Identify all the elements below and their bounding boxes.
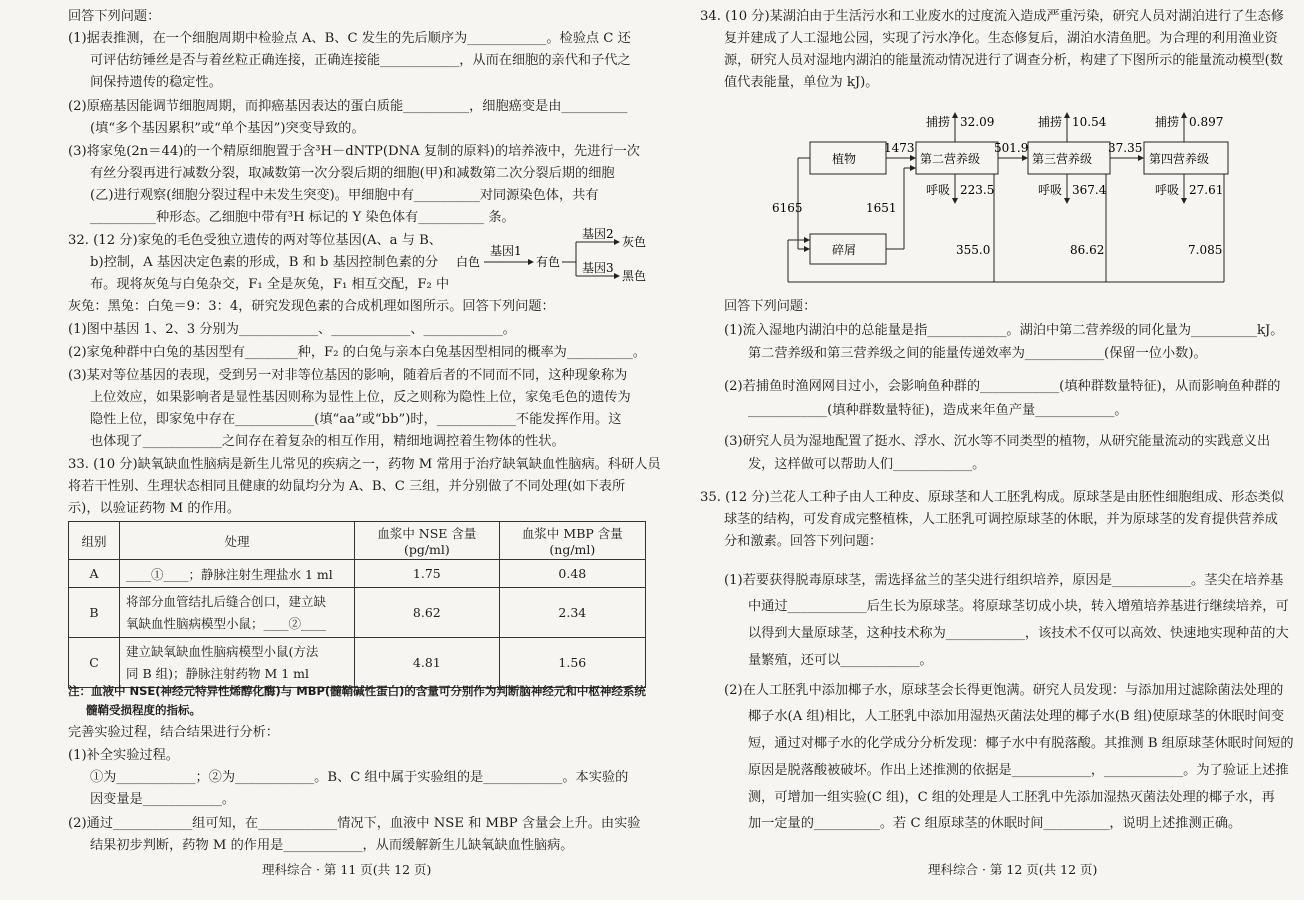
gene-start-label: 白色 (456, 255, 481, 269)
resp-value-4: 27.61 (1189, 183, 1224, 197)
left-text-line: 将若干性别、生理状态相同且健康的幼鼠均分为 A、B、C 三组，并分别做了不同处理(如下表所 (68, 479, 626, 494)
right-text-line: 椰子水(A 组)相比，人工胚乳中添加用湿热灭菌法处理的椰子水(B 组)使原球茎的休眠时间变 (748, 709, 1285, 724)
treatment-cell (120, 638, 355, 688)
left-text-line: (3)将家兔(2n＝44)的一个精原细胞置于含³H－dNTP(DNA 复制的原料)的培养液中，先进行一次 (68, 144, 640, 159)
table-note-line1: 注：血液中 NSE(神经元特异性烯醇化酶)与 MBP(髓鞘碱性蛋白)的含量可分别作为判断脑神经元和中枢神经系统 (68, 684, 646, 698)
group-cell: B (69, 588, 120, 638)
detritus-box-label: 碎屑 (832, 243, 857, 257)
left-text-line: 有丝分裂再进行减数分裂，取减数第一次分裂后期的细胞(甲)和减数第二次分裂后期的细胞 (90, 166, 615, 181)
catch-label-4: 捕捞 (1155, 115, 1180, 129)
treatment-line: ____①____；静脉注射生理盐水 1 ml (126, 566, 333, 582)
right-text-line: (1)流入湿地内湖泊中的总能量是指____________。湖泊中第二营养级的同化量为__________kJ。 (724, 323, 1284, 338)
left-text-line: 可评估纺锤丝是否与着丝粒正确连接，正确连接能____________，从而在细胞的亲代和子代之 (90, 53, 631, 68)
flow-t3-t4: 37.35 (1108, 141, 1143, 155)
table-header: 处理 (120, 522, 355, 560)
table-header: 血浆中 MBP 含量(ng/ml) (499, 522, 645, 560)
flow-t2-t3: 501.9 (994, 141, 1029, 155)
right-text-line: 34. (10 分)某湖泊由于生活污水和工业废水的过度流入造成严重污染，研究人员对湖泊进行了生态修 (700, 9, 1284, 24)
left-text-line: (1)据表推测，在一个细胞周期中检验点 A、B、C 发生的先后顺序为____________。检验点 C 还 (68, 31, 631, 46)
resp-value-3: 367.4 (1072, 183, 1107, 197)
nse-cell: 8.62 (355, 588, 500, 638)
left-text-line: 33. (10 分)缺氧缺血性脑病是新生儿常见的疾病之一，药物 M 常用于治疗缺氧缺血性脑病。科研人员 (68, 457, 661, 472)
gene1-label: 基因1 (490, 244, 522, 258)
right-text-line: (1)若要获得脱毒原球茎，需选择盆兰的茎尖进行组织培养，原因是____________。茎尖在培养基 (724, 573, 1284, 588)
trophic4-box-label: 第四营养级 (1149, 152, 1210, 166)
left-text-line: (1)补全实验过程。 (68, 748, 179, 763)
left-text-line: ①为____________；②为____________。B、C 组中属于实验组的是____________。本实验的 (90, 770, 629, 785)
left-text-line: (2)家兔种群中白兔的基因型有________种，F₂ 的白兔与亲本白兔基因型相同的概率为__________。 (68, 345, 646, 360)
left-text-line: (填“多个基因累积”或“单个基因”)突变导致的。 (90, 121, 365, 136)
flow-plant-t2: 1473 (884, 141, 915, 155)
left-text-line: 也体现了____________之间存在着复杂的相互作用，精细地调控着生物体的性状。 (90, 434, 565, 449)
gene-pathway-diagram (452, 228, 652, 288)
left-text-line: b)控制，A 基因决定色素的形成，B 和 b 基因控制色素的分 (90, 255, 439, 270)
right-page (652, 0, 1304, 900)
gene2-label: 基因2 (582, 227, 614, 241)
left-text-line: 灰兔：黑兔：白兔＝9：3：4，研究发现色素的合成机理如图所示。回答下列问题： (68, 299, 555, 314)
experiment-table (68, 521, 646, 688)
resp-value-2: 223.5 (960, 183, 995, 197)
right-text-line: 球茎的结构，可发育成完整植株，人工胚乳可调控原球茎的休眠，并为原球茎的发育提供营养成 (724, 512, 1278, 527)
right-text-line: 原因是脱落酸被破坏。作出上述推测的依据是____________，____________。为了验证上述推 (748, 763, 1289, 778)
left-text-line: (2)原癌基因能调节细胞周期，而抑癌基因表达的蛋白质能__________，细胞癌变是由__________ (68, 99, 628, 114)
left-text-line: __________种形态。乙细胞中带有³H 标记的 Y 染色体有__________ 条。 (90, 210, 515, 225)
trophic2-box-label: 第二营养级 (920, 152, 981, 166)
right-text-line: 第二营养级和第三营养级之间的能量传递效率为____________(保留一位小数)。 (748, 346, 1207, 361)
flow-detritus-t2: 1651 (866, 201, 897, 215)
gene-middle-label: 有色 (536, 255, 561, 269)
flow-t3-detritus: 86.62 (1070, 243, 1105, 257)
right-text-line: (2)在人工胚乳中添加椰子水，原球茎会长得更饱满。研究人员发现：与添加用过滤除菌法处理的 (724, 683, 1284, 698)
right-text-line: 测，可增加一组实验(C 组)，C 组的处理是人工胚乳中先添加湿热灭菌法处理的椰子水，再 (748, 790, 1275, 805)
right-text-line: 中通过____________后生长为原球茎。将原球茎切成小块，转入增殖培养基进行继续培养，可 (748, 599, 1289, 614)
black-label: 黑色 (622, 269, 647, 283)
right-text-line: ____________(填种群数量特征)，造成来年鱼产量____________。 (748, 403, 1128, 418)
right-text-line: 分和激素。回答下列问题： (724, 534, 883, 549)
flow-t4-detritus: 7.085 (1188, 243, 1223, 257)
catch-label-2: 捕捞 (926, 115, 951, 129)
mbp-cell: 2.34 (499, 588, 645, 638)
nse-cell: 4.81 (355, 638, 500, 688)
treatment-cell (120, 560, 355, 588)
right-text-line: 回答下列问题： (724, 299, 817, 314)
right-text-line: 量繁殖，还可以____________。 (748, 653, 933, 668)
table-header: 组别 (69, 522, 120, 560)
right-text-line: 发，这样做可以帮助人们____________。 (748, 457, 986, 472)
group-cell: A (69, 560, 120, 588)
right-text-line: 复并建成了人工湿地公园，实现了污水净化。生态修复后，湖泊水清鱼肥。为合理的利用渔业资 (724, 31, 1278, 46)
table-row (69, 560, 646, 588)
left-text-line: 示)，以验证药物 M 的作用。 (68, 501, 241, 516)
catch-label-3: 捕捞 (1038, 115, 1063, 129)
treatment-line: 氧缺血性脑病模型小鼠；____②____ (126, 615, 327, 631)
treatment-line: 将部分血管结扎后缝合创口，建立缺 (126, 593, 327, 609)
table-row (69, 588, 646, 638)
group-cell: C (69, 638, 120, 688)
left-text-line: 间保持遗传的稳定性。 (90, 75, 222, 90)
trophic3-box-label: 第三营养级 (1032, 152, 1093, 166)
flow-t2-detritus: 355.0 (956, 243, 991, 257)
gray-label: 灰色 (622, 235, 647, 249)
catch-value-4: 0.897 (1189, 115, 1224, 129)
right-text-line: 源，研究人员对湿地内湖泊的能量流动情况进行了调查分析，构建了下图所示的能量流动模型(数 (724, 53, 1284, 68)
resp-label-2: 呼吸 (926, 183, 951, 197)
page-footer-right: 理科综合 · 第 12 页(共 12 页) (928, 862, 1098, 877)
left-text-line: 32. (12 分)家兔的毛色受独立遗传的两对等位基因(A、a 与 B、 (68, 233, 442, 248)
mbp-cell: 0.48 (499, 560, 645, 588)
left-text-line: 因变量是____________。 (90, 792, 236, 807)
left-text-line: 布。现将灰兔与白兔杂交，F₁ 全是灰兔，F₁ 相互交配，F₂ 中 (90, 277, 450, 292)
catch-value-2: 32.09 (960, 115, 995, 129)
left-text-line: 隐性上位，即家兔中存在____________(填“aa”或“bb”)时，____________不能发挥作用。这 (90, 412, 622, 427)
right-text-line: 以得到大量原球茎，这种技术称为____________，该技术不仅可以高效、快速地实现种苗的大 (748, 626, 1289, 641)
nse-cell: 1.75 (355, 560, 500, 588)
right-text-line: (3)研究人员为湿地配置了挺水、浮水、沉水等不同类型的植物，从研究能量流动的实践意义出 (724, 434, 1271, 449)
treatment-line: 同 B 组)；静脉注射药物 M 1 ml (126, 665, 310, 681)
table-note-line2: 髓鞘受损程度的指标。 (86, 703, 201, 717)
gene3-label: 基因3 (582, 261, 614, 275)
right-text-line: 加一定量的__________。若 C 组原球茎的休眠时间__________，说明上述推测正确。 (748, 816, 1242, 831)
left-text-line: (2)通过____________组可知，在____________情况下，血液中 NSE 和 MBP 含量会上升。由实验 (68, 816, 641, 831)
table-header: 血浆中 NSE 含量(pg/ml) (355, 522, 500, 560)
left-text-line: 完善实验过程，结合结果进行分析： (68, 725, 279, 740)
resp-label-3: 呼吸 (1038, 183, 1063, 197)
right-text-line: 短，通过对椰子水的化学成分分析发现：椰子水中有脱落酸。其推测 B 组原球茎休眠时间短的 (748, 736, 1294, 751)
left-text-line: 结果初步判断，药物 M 的作用是____________，从而缓解新生儿缺氧缺血性脑病。 (90, 838, 574, 853)
right-text-line: 35. (12 分)兰花人工种子由人工种皮、原球茎和人工胚乳构成。原球茎是由胚性细胞组成、形态类似 (700, 490, 1284, 505)
plant-box-label: 植物 (832, 152, 857, 166)
left-text-line: (乙)进行观察(细胞分裂过程中未发生突变)。甲细胞中有__________对同源染色体，共有 (90, 188, 599, 203)
table-row (69, 638, 646, 688)
left-text-line: 回答下列问题： (68, 9, 161, 24)
table-header-row (69, 522, 646, 560)
left-text-line: (3)某对等位基因的表现，受到另一对非等位基因的影响，随着后者的不同而不同，这种现象称为 (68, 368, 628, 383)
right-text-line: 值代表能量，单位为 kJ)。 (724, 75, 879, 90)
treatment-line: 建立缺氧缺血性脑病模型小鼠(方法 (126, 643, 319, 659)
treatment-cell (120, 588, 355, 638)
catch-value-3: 10.54 (1072, 115, 1107, 129)
page-footer-left: 理科综合 · 第 11 页(共 12 页) (262, 862, 432, 877)
mbp-cell: 1.56 (499, 638, 645, 688)
resp-label-4: 呼吸 (1155, 183, 1180, 197)
flow-plant-detritus: 6165 (772, 201, 803, 215)
right-text-line: (2)若捕鱼时渔网网目过小，会影响鱼种群的____________(填种群数量特征)，从而影响鱼种群的 (724, 379, 1281, 394)
left-text-line: 上位效应，如果影响者是显性基因则称为显性上位，反之则称为隐性上位，家兔毛色的遗传为 (90, 390, 631, 405)
energy-flow-diagram (772, 112, 1280, 292)
left-text-line: (1)图中基因 1、2、3 分别为____________、____________、____________。 (68, 322, 516, 337)
